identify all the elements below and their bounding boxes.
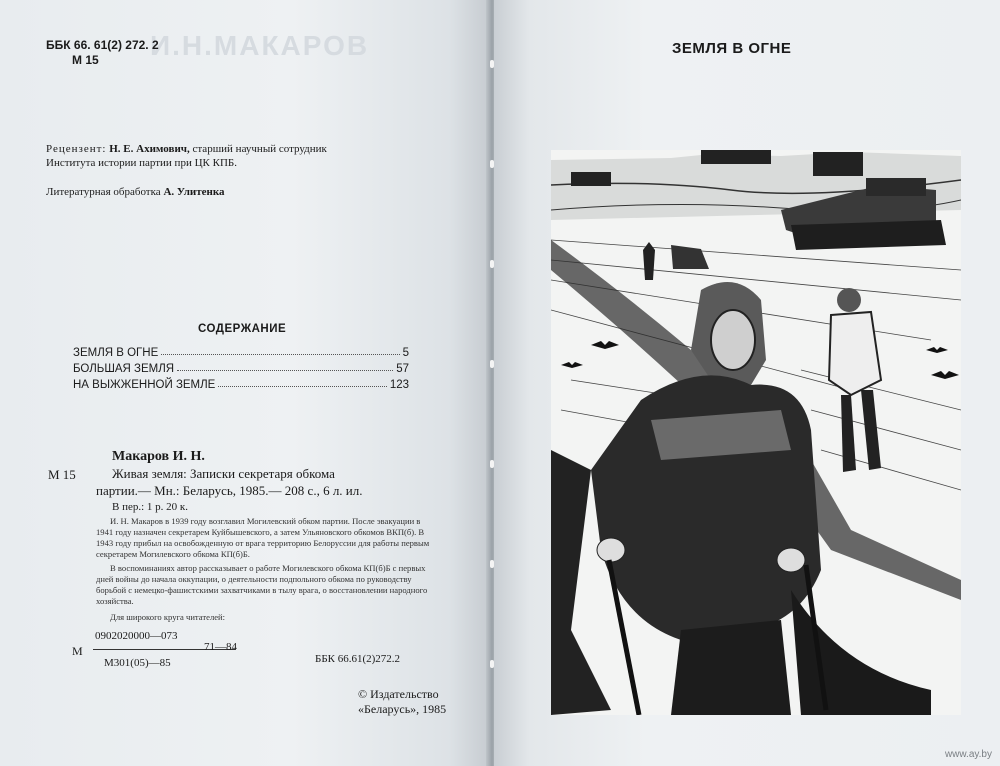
contents-item-title: НА ВЫЖЖЕННОЙ ЗЕМЛЕ xyxy=(73,379,216,391)
classification-code-top: 0902020000—073 xyxy=(95,630,178,642)
reviewer-name: Н. Е. Ахимович, xyxy=(109,143,190,155)
reviewer-label: Рецензент: xyxy=(46,143,107,155)
contents-item xyxy=(73,379,409,391)
show-through-title: И.Н.МАКАРОВ xyxy=(150,30,370,61)
bbk-code-bottom: ББК 66.61(2)272.2 xyxy=(315,653,401,665)
author-name: Макаров И. Н. xyxy=(112,449,205,464)
contents-item-title: ЗЕМЛЯ В ОГНЕ xyxy=(73,347,159,359)
dot-leader xyxy=(218,379,386,387)
contents-item-page: 57 xyxy=(396,363,409,375)
watermark: www.ay.by xyxy=(944,749,992,760)
annotation-paragraph-1: И. Н. Макаров в 1939 году возглавил Могилевский обком партии. После эвакуации в 1941 году назначен секретарем Куйбышевского, а затем Ульяновского обкомов ВКП(б). В 1943 году прибыл на освобожденную от врага территорию Белоруссии для работы первым секретарем Могилевского обкома КП(б)Б. xyxy=(96,516,430,559)
illustration-svg xyxy=(551,150,961,715)
publisher-line-2: «Беларусь», 1985 xyxy=(358,702,447,716)
book-title-line-1: Живая земля: Записки секретаря обкома xyxy=(112,466,335,481)
reviewer-desc: старший научный сотрудник xyxy=(192,143,327,155)
index-code-top: М 15 xyxy=(72,53,99,67)
literary-editor-line xyxy=(46,185,225,199)
annotation-paragraph-2: В воспоминаниях автор рассказывает о работе Могилевского обкома КП(б)Б с первых дней войны до начала оккупации, о деятельности подпольного обкома по руководству борьбой с немецко-фашистскими захватчиками в тылу врага, о восстановлении народного хозяйства. xyxy=(96,563,428,606)
reviewer-line xyxy=(46,142,327,156)
dot-leader xyxy=(177,363,393,371)
dot-leader xyxy=(161,347,399,355)
publisher-line-1 xyxy=(358,687,439,702)
contents-title: СОДЕРЖАНИЕ xyxy=(198,323,287,335)
left-page xyxy=(0,0,488,766)
literary-name: А. Улитенка xyxy=(163,186,225,198)
war-scene-illustration-icon xyxy=(551,150,961,715)
catalog-index: М 15 xyxy=(48,467,76,482)
chapter-title: ЗЕМЛЯ В ОГНЕ xyxy=(672,40,792,57)
bbk-code-top: ББК 66. 61(2) 272. 2 xyxy=(46,38,159,52)
publisher-label: Издательство xyxy=(370,687,439,701)
contents-item xyxy=(73,347,409,359)
literary-label: Литературная обработка xyxy=(46,186,161,198)
price: В пер.: 1 р. 20 к. xyxy=(112,501,189,513)
classification-letter: М xyxy=(72,644,83,658)
audience-note: Для широкого круга читателей: xyxy=(110,612,226,622)
contents-item-page: 123 xyxy=(389,379,409,391)
contents-item-page: 5 xyxy=(402,347,409,359)
reviewer-institution: Института истории партии при ЦК КПБ. xyxy=(46,157,237,169)
classification-code-bottom: М301(05)—85 xyxy=(104,657,171,669)
contents-item-title: БОЛЬШАЯ ЗЕМЛЯ xyxy=(73,363,175,375)
contents-item xyxy=(73,363,409,375)
book-title-line-2: партии.— Мн.: Беларусь, 1985.— 208 с., 6 л. ил. xyxy=(96,483,363,498)
copyright-symbol: © xyxy=(358,687,368,701)
classification-pages: 71—84 xyxy=(204,641,237,653)
